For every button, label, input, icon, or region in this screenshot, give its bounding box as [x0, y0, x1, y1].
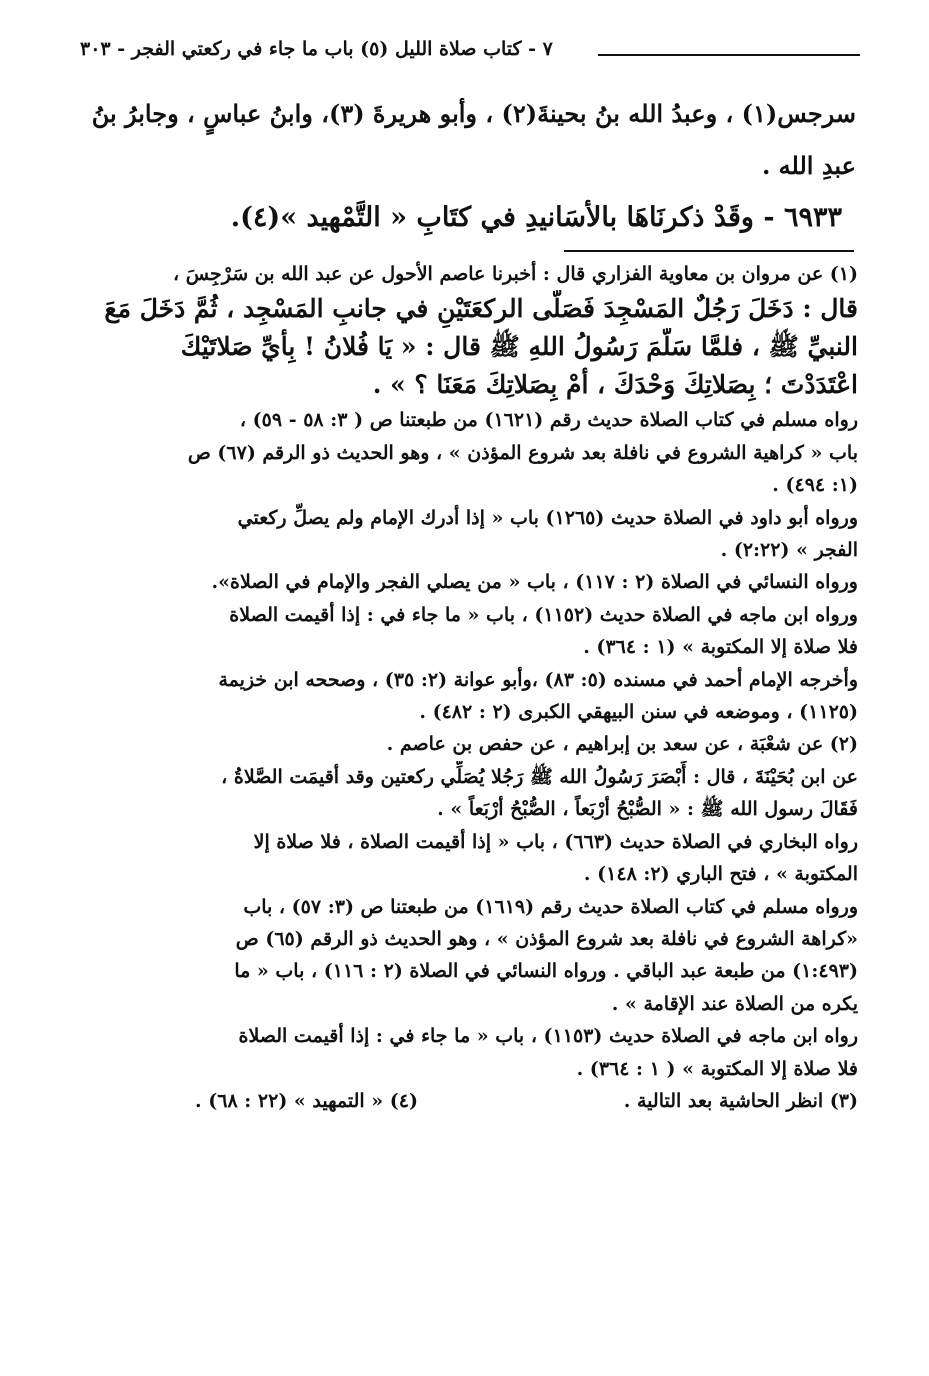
footnote-line: فلا صلاة إلا المكتوبة » (١ : ٣٦٤) . — [583, 636, 858, 659]
footnote-2-intro: (٢) عن شعْبَة ، عن سعد بن إبراهيم ، عن حفص بن عاصم . — [386, 733, 858, 756]
footnote-1-hadith: قال : دَخَلَ رَجُلٌ المَسْجِدَ فَصَلَّى الركعَتَيْنِ في جانبِ المَسْجِد ، ثُمَّ دَخَلَ مَعَ — [104, 294, 858, 324]
footnote-line: وأخرجه الإمام أحمد في مسنده (٥: ٨٣) ،وأبو عوانة (٢: ٣٥) ، وصححه ابن خزيمة — [218, 668, 858, 691]
footnote-1-intro: (١) عن مروان بن معاوية الفزاري قال : أخبرنا عاصم الأحول عن عبد الله بن سَرْجِسَ ، — [173, 263, 858, 285]
footnote-line: فَقَالَ رسول الله ﷺ : « الصُّبْحُ أرْبَعاً ، الصُّبْحُ أرْبَعاً » . — [437, 798, 858, 821]
footnote-line: ورواه ابن ماجه في الصلاة حديث (١١٥٢) ، باب « ما جاء في : إذا أقيمت الصلاة — [229, 603, 858, 626]
footnote-line: الفجر » (٢:٢٢) . — [720, 539, 858, 562]
footnote-1-hadith: اعْتَدَدْتَ ؛ بِصَلاتِكَ وَحْدَكَ ، أمْ بِصَلاتِكَ مَعَنَا ؟ » . — [372, 370, 858, 400]
footnote-line: المكتوبة » ، فتح الباري (٢: ١٤٨) . — [583, 863, 858, 886]
footnote-line: رواه ابن ماجه في الصلاة حديث (١١٥٣) ، باب « ما جاء في : إذا أقيمت الصلاة — [238, 1025, 858, 1048]
hadith-number-line: ٦٩٣٣ - وقَدْ ذكرنَاهَا بالأسَانيدِ في كتَابِ « التَّمْهيد »(٤). — [230, 202, 842, 233]
footnote-line: ورواه مسلم في كتاب الصلاة حديث رقم (١٦١٩) من طبعتنا ص (٣: ٥٧) ، باب — [243, 895, 858, 918]
footnotes-3-4-row — [88, 1085, 858, 1119]
footnote-line: فلا صلاة إلا المكتوبة » ( ١ : ٣٦٤) . — [576, 1057, 858, 1080]
footnote-3: (٣) انظر الحاشية بعد التالية . — [623, 1089, 858, 1112]
footnote-line: «كراهة الشروع في نافلة بعد شروع المؤذن » ، وهو الحديث ذو الرقم (٦٥) ص — [235, 927, 858, 950]
footnotes — [88, 258, 858, 1119]
running-header: ٧ - كتاب صلاة الليل (٥) باب ما جاء في ركعتي الفجر - ٣٠٣ — [80, 38, 553, 60]
footnote-line: يكره من الصلاة عند الإقامة » . — [611, 992, 858, 1015]
footnote-separator — [564, 250, 854, 252]
footnote-line: باب « كراهية الشروع في نافلة بعد شروع المؤذن » ، وهو الحديث ذو الرقم (٦٧) ص — [187, 441, 858, 464]
footnote-1-hadith: النبيِّ ﷺ ، فلمَّا سَلَّمَ رَسُولُ اللهِ ﷺ قال : « يَا فُلانُ ! بِأيِّ صَلاتَيْكَ — [180, 332, 858, 362]
footnote-line: رواه البخاري في الصلاة حديث (٦٦٣) ، باب « إذا أقيمت الصلاة ، فلا صلاة إلا — [253, 830, 858, 853]
main-text-line: سرجس(١) ، وعبدُ الله بنُ بحينةَ(٢) ، وأبو هريرةَ (٣)، وابنُ عباسٍ ، وجابرُ بنُ — [91, 99, 856, 128]
footnote-line: رواه مسلم في كتاب الصلاة حديث رقم (١٦٢١) من طبعتنا ص ( ٣: ٥٨ - ٥٩) ، — [239, 409, 858, 432]
footnote-line: (١:٤٩٣) من طبعة عبد الباقي . ورواه النسائي في الصلاة (٢ : ١١٦) ، باب « ما — [234, 960, 858, 983]
footnote-4: (٤) « التمهيد » (٢٢ : ٦٨) . — [195, 1089, 418, 1112]
page-header — [80, 28, 860, 68]
main-text-line: عبدِ الله . — [761, 151, 856, 180]
footnote-line: عن ابن بُحَيْنَةَ ، قال : أَبْصَرَ رَسُولُ الله ﷺ رَجُلا يُصَلِّي ركعتين وقد أقيمَت الصَّلاةُ ، — [221, 765, 858, 788]
footnote-line: ورواه أبو داود في الصلاة حديث (١٢٦٥) باب « إذا أدرك الإمام ولم يصلِّ ركعتي — [237, 506, 858, 529]
footnote-line: ورواه النسائي في الصلاة (٢ : ١١٧) ، باب « من يصلي الفجر والإمام في الصلاة». — [211, 571, 858, 594]
footnote-line: (١: ٤٩٤) . — [772, 474, 858, 497]
header-rule — [598, 54, 860, 56]
footnote-line: (١١٢٥) ، وموضعه في سنن البيهقي الكبرى (٢ : ٤٨٢) . — [419, 701, 858, 724]
main-text — [72, 88, 856, 244]
